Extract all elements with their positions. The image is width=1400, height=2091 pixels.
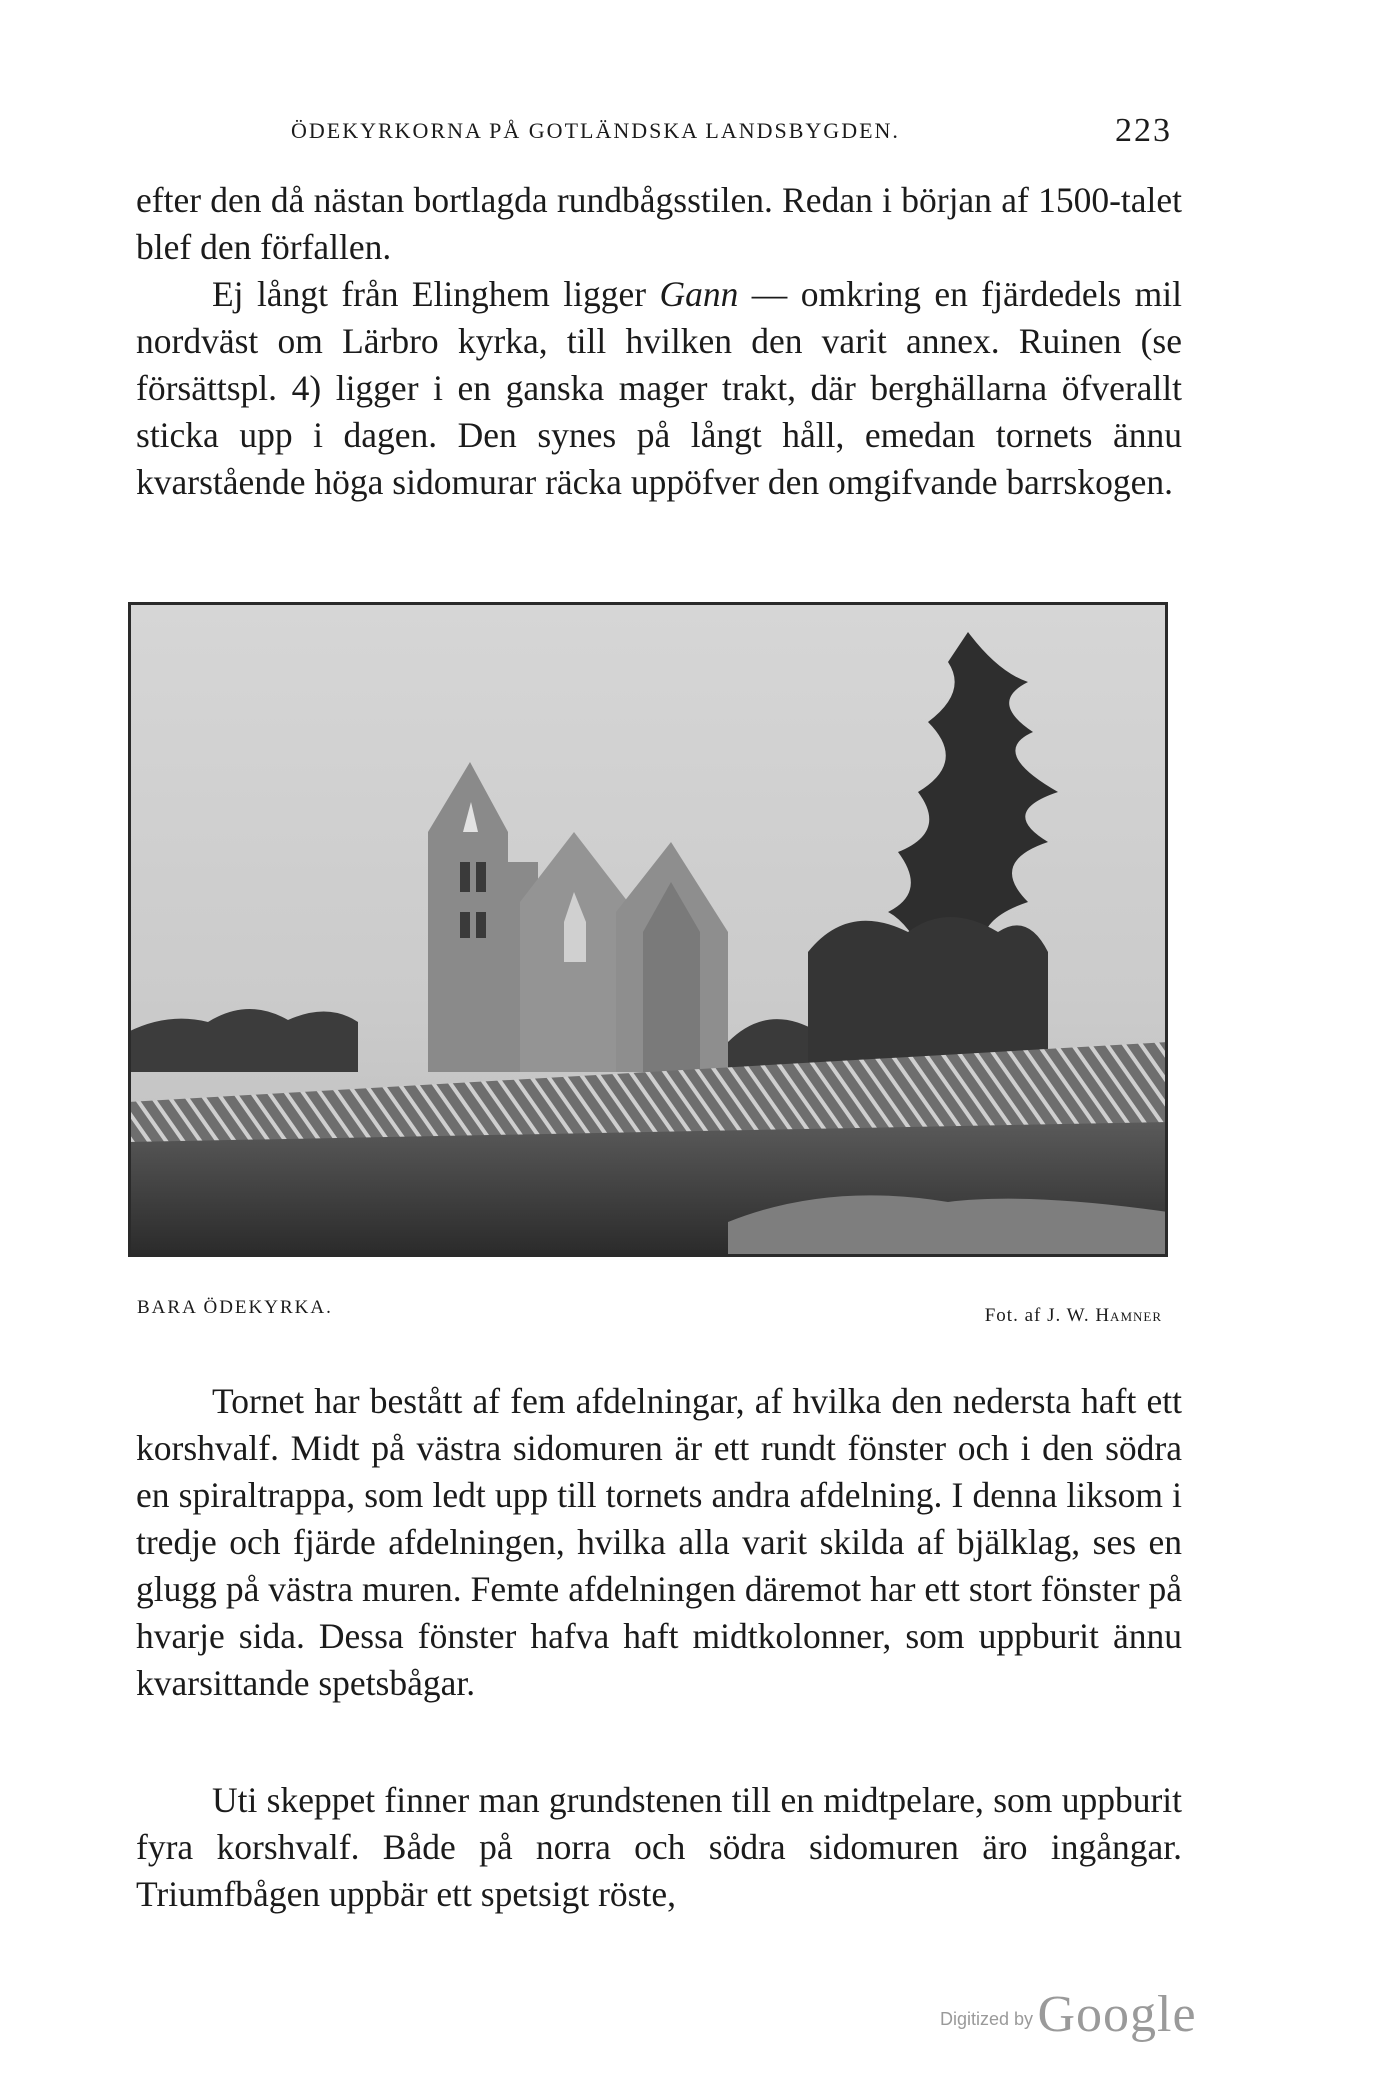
running-title: ÖDEKYRKORNA PÅ GOTLÄNDSKA LANDSBYGDEN. [291, 118, 900, 143]
paragraph-2-text-a: Ej långt från Elinghem ligger [212, 274, 660, 314]
place-name-gann: Gann [659, 274, 739, 314]
photo-credit [985, 1305, 1162, 1327]
paragraph-3-text: Tornet har bestått af fem afdelningar, af hvilka den nedersta haft ett korshvalf. Midt på västra sidomuren är ett rundt fönster och i den södra en spiraltrappa, som ledt upp till tornets andra afdelning. I denna liksom i tredje och fjärde afdelningen, hvilka alla varit skilda af bjälklag, ses en glugg på västra muren. Femte afdelningen däremot har ett stort fönster på hvarje sida. Dessa fönster hafva haft midtkolonner, som uppburit ännu kvarsittande spetsbågar. [136, 1381, 1182, 1703]
google-watermark [940, 1985, 1197, 2044]
photo-credit-prefix: Fot. af J. W. [984, 1305, 1096, 1326]
page-number: 223 [1115, 112, 1172, 149]
google-logo: Google [1037, 1986, 1197, 2043]
figure-caption: BARA ÖDEKYRKA. [137, 1297, 333, 1318]
paragraph-1: efter den då nästan bortlagda rundbågsstilen. Redan i början af 1500-talet blef den förfallen. [136, 180, 1182, 267]
paragraph-4 [136, 1777, 1182, 1918]
paragraph-2 [136, 271, 1182, 506]
running-head [136, 112, 1182, 152]
paragraph-3 [136, 1378, 1182, 1707]
photographer-name: Hamner [1095, 1305, 1162, 1326]
watermark-prefix: Digitized by [940, 2009, 1034, 2029]
paragraph-4-text: Uti skeppet finner man grundstenen till en midtpelare, som uppburit fyra korshvalf. Både på norra och södra sidomuren äro ingångar. Triumfbågen uppbär ett spetsigt röste, [136, 1780, 1182, 1914]
church-ruin-photograph [128, 602, 1168, 1257]
paragraph-2-text-b: — omkring en fjärdedels mil nordväst om Lärbro kyrka, till hvilken den varit annex. Ruinen (se försättspl. 4) ligger i en ganska mager trakt, där berghällarna öfverallt sticka upp i dagen. Den synes på långt håll, emedan tornets ännu kvarstående höga sidomurar räcka uppöfver den omgifvande barrskogen. [136, 274, 1182, 502]
